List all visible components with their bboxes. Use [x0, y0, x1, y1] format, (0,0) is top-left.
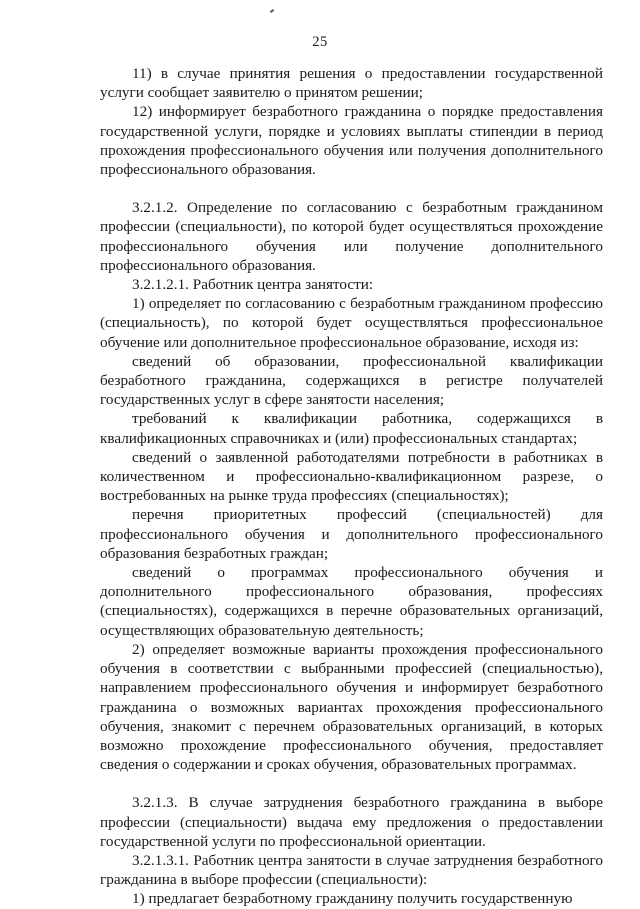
subsection-heading-3-2-1-3-1: 3.2.1.3.1. Работник центра занятости в случае затруднения безработного гражданина в выборе профессии (специальности):: [100, 851, 603, 889]
paragraph-item-12: 12) информирует безработного гражданина о порядке предоставления государственной услуги, порядке и условиях выплаты стипендии в период прохождения профессионального обучения или получения дополнительного профессионального образования.: [100, 103, 603, 179]
paragraph-employer-demand: сведений о заявленной работодателями потребности в работниках в количественном и профессионально-квалификационном разрезе, о востребованных на рынке труда профессиях (специальностях);: [100, 448, 603, 505]
paragraph-priority-professions: перечня приоритетных профессий (специальностей) для профессионального обучения и дополнительного профессионального образования безработных граждан;: [100, 506, 603, 562]
document-body: [100, 64, 603, 909]
paragraph-training-programs: сведений о программах профессионального обучения и дополнительного профессионального образования, профессиях (специальностях), содержащихся в перечне образовательных организаций, осуществляющих образовательную деятельность;: [100, 564, 603, 639]
paragraph-item-2-options: 2) определяет возможные варианты прохождения профессионального обучения в соответствии с выбранными профессией (специальностью), направлением профессионального обучения и информирует безработного гражданина о возможных вариантах прохождения профессионального обучения, знакомит с перечнем образовательных организаций, в которых возможно прохождение профессионального обучения, предоставляет сведения о содержании и сроках обучения, образовательных программах.: [100, 640, 603, 774]
scan-artifact-mark: [270, 9, 274, 13]
section-heading-3-2-1-3: 3.2.1.3. В случае затруднения безработного гражданина в выборе профессии (специальности) выдача ему предложения о предоставлении государственной услуги по профессиональной ориентации.: [100, 794, 603, 850]
paragraph-item-1-determines: 1) определяет по согласованию с безработным гражданином профессию (специальность), по которой будет осуществляться профессиональное обучение или дополнительное профессиональное образование, исходя из:: [100, 295, 603, 351]
paragraph-item-1-offers: 1) предлагает безработному гражданину получить государственную: [132, 890, 573, 908]
section-spacer: [100, 179, 603, 198]
paragraph-education-info: сведений об образовании, профессиональной квалификации безработного гражданина, содержащихся в регистре получателей государственных услуг в сфере занятости населения;: [100, 352, 603, 409]
paragraph-item-11: 11) в случае принятия решения о предоставлении государственной услуги сообщает заявителю о принятом решении;: [100, 65, 603, 102]
section-spacer: [100, 774, 603, 793]
subsection-heading-3-2-1-2-1: 3.2.1.2.1. Работник центра занятости:: [132, 276, 374, 294]
section-heading-3-2-1-2: 3.2.1.2. Определение по согласованию с безработным гражданином профессии (специальности), по которой будет осуществляться прохождение профессионального обучения или получение дополнительного профессионального образования.: [100, 199, 603, 274]
paragraph-qualification-requirements: требований к квалификации работника, содержащихся в квалификационных справочниках и (или) профессиональных стандартах;: [100, 410, 603, 447]
page-number: 25: [312, 34, 328, 50]
